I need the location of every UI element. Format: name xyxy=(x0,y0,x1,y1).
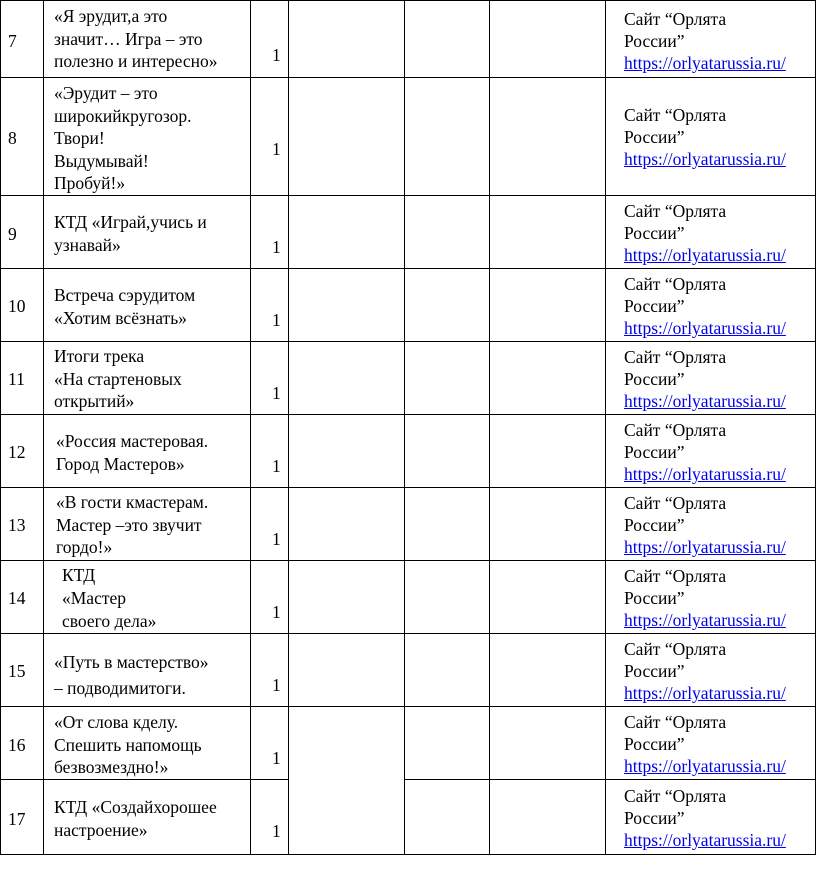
resource-site: Сайт “Орлята России” xyxy=(624,274,727,316)
grid-line xyxy=(0,414,816,415)
row-number: 12 xyxy=(8,442,26,462)
resource-site: Сайт “Орлята России” xyxy=(624,639,727,681)
lesson-hours: 1 xyxy=(272,237,281,257)
resource-link[interactable]: https://orlyatarussia.ru/ xyxy=(624,149,786,169)
lesson-hours: 1 xyxy=(272,529,281,549)
row-number: 15 xyxy=(8,661,26,681)
lesson-hours: 1 xyxy=(272,45,281,65)
resource-cell xyxy=(624,8,786,74)
grid-line xyxy=(0,706,816,707)
lesson-topic: «В гости кмастерам. Мастер –это звучит гордо!» xyxy=(56,492,209,557)
grid-line xyxy=(0,341,816,342)
lesson-hours: 1 xyxy=(272,456,281,476)
resource-cell xyxy=(624,273,786,339)
resource-link[interactable]: https://orlyatarussia.ru/ xyxy=(624,53,786,73)
row-number: 10 xyxy=(8,296,26,316)
grid-line xyxy=(0,560,816,561)
lesson-hours: 1 xyxy=(272,139,281,159)
resource-link[interactable]: https://orlyatarussia.ru/ xyxy=(624,464,786,484)
lesson-topic: «Эрудит – это широкийкругозор. Твори! Выдумывай! Пробуй!» xyxy=(54,83,192,193)
resource-link[interactable]: https://orlyatarussia.ru/ xyxy=(624,830,786,850)
resource-cell xyxy=(624,565,786,631)
resource-cell xyxy=(624,638,786,704)
grid-line xyxy=(0,854,816,855)
row-number: 7 xyxy=(8,31,17,51)
lesson-hours: 1 xyxy=(272,602,281,622)
lesson-topic: «От слова кделу. Спешить напомощь безвозмездно!» xyxy=(54,712,202,777)
resource-site: Сайт “Орлята России” xyxy=(624,566,727,608)
resource-cell xyxy=(624,711,786,777)
resource-cell xyxy=(624,419,786,485)
resource-cell xyxy=(624,785,786,851)
grid-line xyxy=(404,0,405,855)
resource-cell xyxy=(624,104,786,170)
resource-cell xyxy=(624,492,786,558)
resource-site: Сайт “Орлята России” xyxy=(624,347,727,389)
resource-site: Сайт “Орлята России” xyxy=(624,201,727,243)
resource-link[interactable]: https://orlyatarussia.ru/ xyxy=(624,683,786,703)
grid-line xyxy=(288,0,289,855)
grid-line xyxy=(0,487,816,488)
grid-line xyxy=(0,0,816,1)
grid-line xyxy=(0,77,816,78)
lesson-hours: 1 xyxy=(272,675,281,695)
grid-line xyxy=(404,779,816,780)
grid-line xyxy=(0,779,289,780)
resource-link[interactable]: https://orlyatarussia.ru/ xyxy=(624,318,786,338)
grid-line xyxy=(0,0,1,855)
resource-link[interactable]: https://orlyatarussia.ru/ xyxy=(624,391,786,411)
lesson-topic: «Путь в мастерство» – подводимитоги. xyxy=(54,652,209,698)
lesson-topic: КТД «Создайхорошее настроение» xyxy=(54,797,217,840)
resource-link[interactable]: https://orlyatarussia.ru/ xyxy=(624,537,786,557)
grid-line xyxy=(0,195,816,196)
lesson-topic: Встреча сэрудитом «Хотим всёзнать» xyxy=(54,285,196,328)
lesson-hours: 1 xyxy=(272,821,281,841)
resource-link[interactable]: https://orlyatarussia.ru/ xyxy=(624,610,786,630)
lesson-hours: 1 xyxy=(272,383,281,403)
row-number: 8 xyxy=(8,128,17,148)
lesson-hours: 1 xyxy=(272,748,281,768)
resource-site: Сайт “Орлята России” xyxy=(624,105,727,147)
resource-cell xyxy=(624,346,786,412)
grid-line xyxy=(605,0,606,855)
lesson-topic: КТД «Мастер своего дела» xyxy=(62,565,157,631)
lesson-topic: «Россия мастеровая. Город Мастеров» xyxy=(56,431,209,474)
row-number: 16 xyxy=(8,735,26,755)
resource-link[interactable]: https://orlyatarussia.ru/ xyxy=(624,245,786,265)
row-number: 9 xyxy=(8,224,17,244)
lesson-topic: Итоги трека «На стартеновых открытий» xyxy=(54,346,182,411)
grid-line xyxy=(0,633,816,634)
resource-link[interactable]: https://orlyatarussia.ru/ xyxy=(624,756,786,776)
grid-line xyxy=(489,0,490,855)
resource-site: Сайт “Орлята России” xyxy=(624,9,727,51)
row-number: 14 xyxy=(8,588,26,608)
lesson-topic: КТД «Играй,учись и узнавай» xyxy=(54,212,207,255)
row-number: 17 xyxy=(8,809,26,829)
grid-line xyxy=(250,0,251,855)
grid-line xyxy=(43,0,44,855)
resource-site: Сайт “Орлята России” xyxy=(624,786,727,828)
grid-line xyxy=(0,268,816,269)
resource-site: Сайт “Орлята России” xyxy=(624,712,727,754)
lesson-hours: 1 xyxy=(272,310,281,330)
resource-site: Сайт “Орлята России” xyxy=(624,420,727,462)
resource-site: Сайт “Орлята России” xyxy=(624,493,727,535)
row-number: 11 xyxy=(8,369,25,389)
lesson-topic: «Я эрудит,а это значит… Игра – это полезно и интересно» xyxy=(54,6,218,71)
resource-cell xyxy=(624,200,786,266)
row-number: 13 xyxy=(8,515,26,535)
